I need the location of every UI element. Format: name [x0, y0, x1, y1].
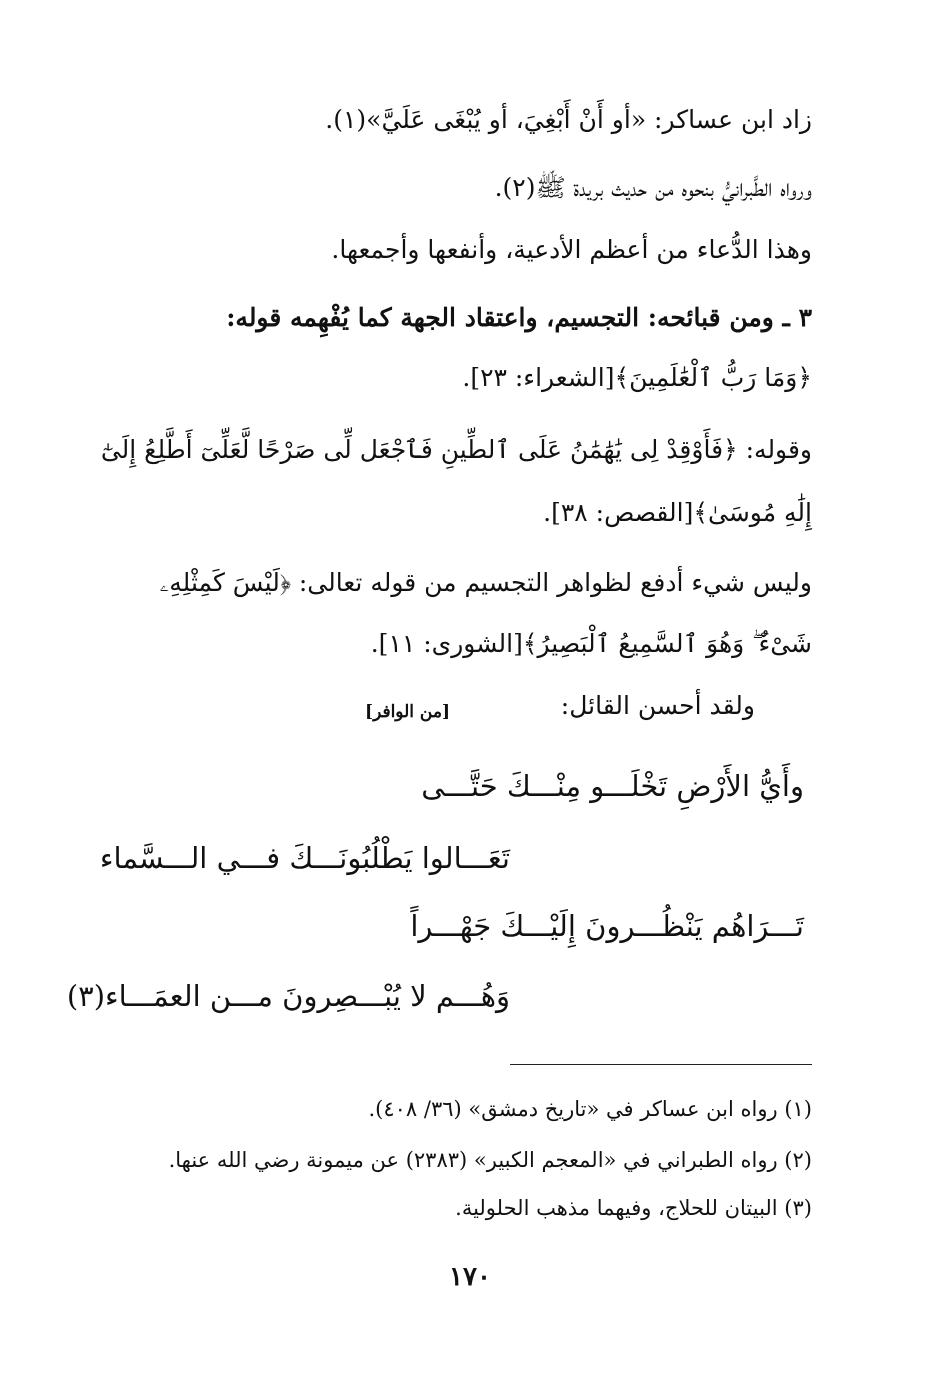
body-line-9: شَىْءٌ ۖ وَهُوَ ٱلسَّمِيعُ ٱلْبَصِيرُ﴾[الشورى: ١١]. — [370, 629, 812, 658]
verse-4: وَهُـــم لا يُبْـــصِرونَ مـــن العمَـــاء(٣) — [66, 979, 510, 1013]
verse-1: وأَيُّ الأَرْضِ تَخْلَـــو مِنْـــكَ حَتَّـــى — [421, 769, 804, 803]
footnote-3: (٣) البيتان للحلاج، وفيهما مذهب الحلولية. — [455, 1196, 812, 1220]
body-line-1: زاد ابن عساكر: «أو أَنْ أَبْغِيَ، أو يُبْغَى عَلَيَّ»(١). — [325, 105, 812, 134]
verse-3: تَـــرَاهُم يَنْظُـــرونَ إِلَيْـــكَ جَهْـــراً — [410, 909, 804, 943]
body-line-4: ٣ ـ ومن قبائحه: التجسيم، واعتقاد الجهة كما يُفْهِمه قوله: — [226, 303, 812, 332]
footnote-1: (١) رواه ابن عساكر في «تاريخ دمشق» (٣٦/ ٤٠٨). — [368, 1097, 812, 1121]
body-line-6: وقوله: ﴿فَأَوْقِدْ لِى يَٰهَٰمَٰنُ عَلَى ٱلطِّينِ فَٱجْعَل لِّى صَرْحًا لَّعَلِّىٓ أَطَّلِعُ إِلَىٰٓ — [100, 435, 812, 464]
body-line-5: ﴿وَمَا رَبُّ ٱلْعَٰلَمِينَ﴾[الشعراء: ٢٣]. — [462, 363, 812, 392]
page-number: ١٧٠ — [449, 1262, 491, 1292]
body-line-3: وهذا الدُّعاء من أعظم الأدعية، وأنفعها وأجمعها. — [331, 235, 812, 264]
footnote-separator — [510, 1064, 812, 1065]
footnote-2: (٢) رواه الطبراني في «المعجم الكبير» (٢٣٨٣) عن ميمونة رضي الله عنها. — [168, 1148, 812, 1172]
body-line-8: وليس شيء أدفع لظواهر التجسيم من قوله تعالى: ﴿لَيْسَ كَمِثْلِهِۦ — [159, 568, 812, 597]
body-line-2: ورواه الطَّبرانيُّ بنحوه من حديث بريدة ﷺ(٢). — [494, 173, 812, 202]
verse-2: تَعَـــالوا يَطْلُبُونَـــكَ فـــي الـــسَّماء — [99, 841, 510, 875]
body-line-10: ولقد أحسن القائل: — [560, 691, 755, 720]
meter-label: [من الوافر] — [365, 702, 450, 722]
body-line-7: إِلَٰهِ مُوسَىٰ﴾[القصص: ٣٨]. — [543, 498, 812, 527]
